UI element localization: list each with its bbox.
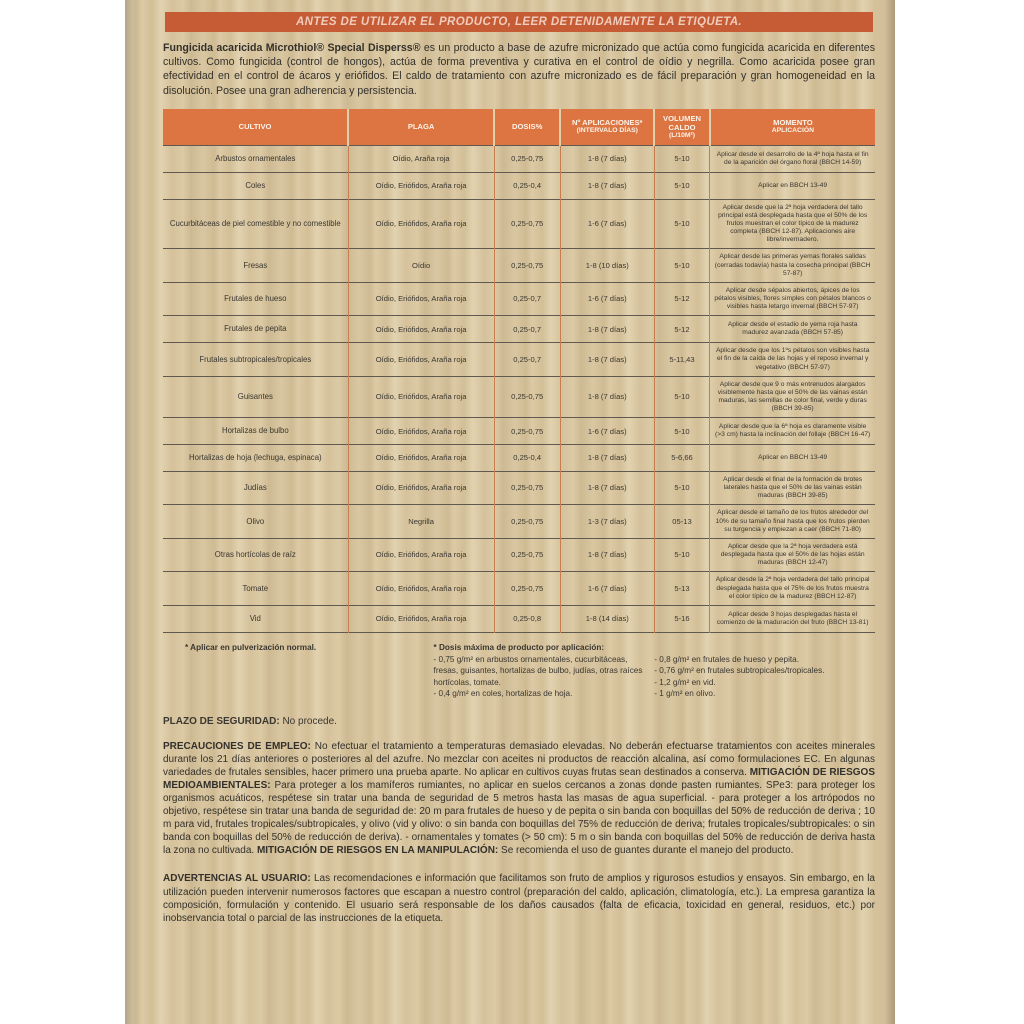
- cell-momento: Aplicar desde que 9 o más entrenudos alargados visiblemente hasta que el 50% de las vainas están maduras, las semillas de color final, verde y duras (BBCH 39-85): [710, 376, 875, 418]
- table-row: [163, 249, 875, 283]
- cell-momento: Aplicar desde el tamaño de los frutos alrededor del 10% de su tamaño final hasta que los frutos pierden su turgencia y empiezan a caer (BBCH 71-80): [710, 505, 875, 539]
- header-label: DOSIS%: [511, 122, 543, 132]
- crops-table-body: [163, 146, 875, 633]
- cell-aplicaciones: 1-8 (7 días): [560, 316, 654, 343]
- cell-volumen: 5-10: [654, 471, 710, 505]
- cell-cultivo: Frutales de hueso: [163, 282, 348, 316]
- cell-volumen: 5-10: [654, 199, 710, 249]
- cell-plaga: Oídio, Eriófidos, Araña roja: [348, 445, 494, 472]
- text-segment: No efectuar el tratamiento a temperaturas demasiado elevadas. No deberán efectuarse tratamientos con aceites minerales durante los 21 días anteriores o posteriores al del azufre. No mezclar con aceites ni productos de reacción alcalina, así como formulaciones EC. En algunas variedades de frutales sensibles, hacer primero una prueba aparte. No aplicar en cultivos cuyas frutas sean destinados a conserva.: [163, 740, 876, 778]
- footnote-item: - 0,75 g/m² en arbustos ornamentales, cucurbitáceas, fresas, guisantes, hortalizas de bulbo, judías, otras raíces hortícolas, tomate.: [433, 654, 643, 687]
- cell-momento: Aplicar desde el estadio de yema roja hasta madurez avanzada (BBCH 57-85): [710, 316, 875, 343]
- cell-plaga: Oídio: [348, 249, 494, 283]
- cell-cultivo: Fresas: [163, 249, 348, 283]
- advertencias-paragraph: [163, 872, 875, 925]
- plazo-seguridad: [163, 716, 875, 727]
- cell-volumen: 5-10: [654, 538, 710, 572]
- cell-plaga: Oídio, Eriófidos, Araña roja: [348, 572, 494, 606]
- cell-plaga: Oídio, Araña roja: [348, 146, 494, 173]
- cell-aplicaciones: 1-8 (10 días): [560, 249, 654, 283]
- cell-cultivo: Vid: [163, 605, 348, 632]
- header-sublabel: (L/10M²): [668, 131, 696, 139]
- cell-volumen: 5-16: [654, 605, 710, 632]
- footnotes: [163, 643, 875, 700]
- precauciones-paragraph: [163, 740, 875, 858]
- table-row: [163, 146, 875, 173]
- cell-aplicaciones: 1-8 (7 días): [560, 376, 654, 418]
- cell-volumen: 5-10: [654, 146, 710, 173]
- cell-plaga: Oídio, Eriófidos, Araña roja: [348, 172, 494, 199]
- cell-aplicaciones: 1-8 (14 días): [560, 605, 654, 632]
- table-row: [163, 572, 875, 606]
- table-row: [163, 505, 875, 539]
- footnote-columns: [434, 654, 875, 700]
- cell-dosis: 0,25-0,7: [494, 316, 560, 343]
- cell-plaga: Oídio, Eriófidos, Araña roja: [348, 605, 494, 632]
- cell-dosis: 0,25-0,8: [494, 605, 560, 632]
- cell-dosis: 0,25-0,75: [494, 146, 560, 173]
- cell-volumen: 5-10: [654, 172, 710, 199]
- cell-cultivo: Hortalizas de bulbo: [163, 418, 348, 445]
- text-segment: Fungicida acaricida Microthiol® Special Disperss®: [163, 42, 424, 54]
- header-cultivo: [163, 109, 348, 146]
- cell-cultivo: Arbustos ornamentales: [163, 146, 348, 173]
- header-label: PLAGA: [407, 122, 435, 132]
- text-segment: ADVERTENCIAS AL USUARIO:: [163, 873, 314, 885]
- header-dosis: [494, 109, 560, 146]
- cell-plaga: Oídio, Eriófidos, Araña roja: [348, 418, 494, 445]
- cell-momento: Aplicar desde que la 2ª hoja verdadera está desplegada hasta que el 50% de las hojas están maduras (BBCH 12-47): [710, 538, 875, 572]
- cell-dosis: 0,25-0,7: [494, 282, 560, 316]
- cell-volumen: 05-13: [654, 505, 710, 539]
- cell-aplicaciones: 1-6 (7 días): [560, 199, 654, 249]
- cell-volumen: 5-10: [654, 376, 710, 418]
- text-segment: Para proteger a los mamíferos rumiantes, no aplicar en suelos cercanos a zonas donde pasten rumiantes. SPe3: para proteger los organismos acuáticos, respétese sin tratar una banda de seguridad de 5 metros hasta las masas de agua superficial. - para proteger a los artrópodos no objetivo, respétese sin tratar una banda de seguridad de: 20 m para frutales de hueso y de pepita o sin banda con boquillas del 50% de reducción de deriva ; 10 m para vid, frutales tropicales/subtropicales, y olivo (vid y olivo: o sin banda con boquillas del 75% de reducción de deriva; frutales tropicales/subtropicales: o sin banda con boquillas del 50% de reducción de deriva). - ornamentales y tomates (> 50 cm): 5 m o sin banda con boquillas del 50% de reducción de deriva hasta la zona no cultivada.: [163, 779, 875, 857]
- header-row: [163, 109, 875, 146]
- cell-cultivo: Frutales de pepita: [163, 316, 348, 343]
- header-label: MOMENTO: [773, 118, 813, 128]
- cell-dosis: 0,25-0,75: [494, 199, 560, 249]
- cell-aplicaciones: 1-6 (7 días): [560, 572, 654, 606]
- footnote-application: * Aplicar en pulverización normal.: [185, 642, 317, 652]
- cell-plaga: Oídio, Eriófidos, Araña roja: [348, 343, 494, 377]
- cell-momento: Aplicar desde que los 1ºs pétalos son visibles hasta el fin de la caída de las hojas y el reposo invernal y vegetativo (BBCH 57-97): [710, 343, 875, 377]
- cell-cultivo: Coles: [163, 172, 348, 199]
- cell-volumen: 5-12: [654, 282, 710, 316]
- table-row: [163, 445, 875, 472]
- cell-dosis: 0,25-0,75: [494, 572, 560, 606]
- header-plaga: [348, 109, 494, 146]
- header-momento: [710, 109, 875, 146]
- cell-aplicaciones: 1-6 (7 días): [560, 282, 654, 316]
- cell-momento: Aplicar en BBCH 13-49: [710, 445, 875, 472]
- cell-dosis: 0,25-0,75: [494, 249, 560, 283]
- cell-volumen: 5-10: [654, 418, 710, 445]
- table-row: [163, 343, 875, 377]
- cell-volumen: 5-10: [654, 249, 710, 283]
- cell-plaga: Oídio, Eriófidos, Araña roja: [348, 376, 494, 418]
- cell-cultivo: Tomate: [163, 572, 348, 606]
- cell-momento: Aplicar desde las primeras yemas florales salidas (cerradas todavía) hasta la cosecha principal (BBCH 57-87): [710, 249, 875, 283]
- footnote-item: - 0,76 g/m² en frutales subtropicales/tropicales.: [654, 666, 825, 676]
- header-label: VOLUMEN CALDO: [663, 113, 701, 132]
- cell-cultivo: Guisantes: [163, 376, 348, 418]
- cell-momento: Aplicar desde que la 6ª hoja es claramente visible (>3 cm) hasta la inclinación del follaje (BBCH 16-47): [710, 418, 875, 445]
- cell-dosis: 0,25-0,75: [494, 471, 560, 505]
- cell-cultivo: Cucurbitáceas de piel comestible y no comestible: [163, 199, 348, 249]
- cell-dosis: 0,25-0,75: [494, 418, 560, 445]
- table-row: [163, 376, 875, 418]
- header-label: Nº APLICACIONES*: [572, 118, 643, 128]
- intro-paragraph: [163, 41, 875, 98]
- header-sublabel: APLICACIÓN: [771, 127, 815, 135]
- cell-cultivo: Frutales subtropicales/tropicales: [163, 343, 348, 377]
- cell-plaga: Negrilla: [348, 505, 494, 539]
- cell-aplicaciones: 1-8 (7 días): [560, 445, 654, 472]
- table-row: [163, 316, 875, 343]
- cell-plaga: Oídio, Eriófidos, Araña roja: [348, 471, 494, 505]
- table-row: [163, 538, 875, 572]
- cell-momento: Aplicar desde el final de la formación de brotes laterales hasta que el 50% de las vainas están maduras (BBCH 39-85): [710, 471, 875, 505]
- cell-plaga: Oídio, Eriófidos, Araña roja: [348, 316, 494, 343]
- footnote-column-2: [654, 654, 875, 700]
- table-row: [163, 199, 875, 249]
- cell-volumen: 5-12: [654, 316, 710, 343]
- cell-plaga: Oídio, Eriófidos, Araña roja: [348, 538, 494, 572]
- text-segment: PLAZO DE SEGURIDAD:: [163, 715, 283, 727]
- cell-plaga: Oídio, Eriófidos, Araña roja: [348, 199, 494, 249]
- cell-momento: Aplicar en BBCH 13-49: [710, 172, 875, 199]
- cell-aplicaciones: 1-8 (7 días): [560, 538, 654, 572]
- label-content: [125, 0, 895, 926]
- cell-momento: Aplicar desde sépalos abiertos, ápices de los pétalos visibles, flores simples con pétalos blancos o visibles hasta letargo invernal (BBCH 57-97): [710, 282, 875, 316]
- cell-cultivo: Otras hortícolas de raíz: [163, 538, 348, 572]
- footnote-max-dose: [434, 643, 875, 700]
- header-aplicaciones: [560, 109, 654, 146]
- cell-volumen: 5-6,66: [654, 445, 710, 472]
- crops-table: [163, 109, 875, 633]
- cell-cultivo: Olivo: [163, 505, 348, 539]
- footnote-item: - 0,8 g/m² en frutales de hueso y pepita.: [654, 654, 799, 664]
- cell-momento: Aplicar desde que la 2ª hoja verdadera del tallo principal está desplegada hasta que el 50% de los frutos muestran el color típico de la madurez completa (BBCH 12-87). Aplicaciones aire libre/invernadero.: [710, 199, 875, 249]
- cell-cultivo: Judías: [163, 471, 348, 505]
- crops-table-header: [163, 109, 875, 146]
- cell-aplicaciones: 1-6 (7 días): [560, 418, 654, 445]
- cell-aplicaciones: 1-8 (7 días): [560, 146, 654, 173]
- cell-dosis: 0,25-0,75: [494, 538, 560, 572]
- table-row: [163, 172, 875, 199]
- text-segment: No procede.: [282, 715, 337, 727]
- footnote-item: - 1,2 g/m² en vid.: [654, 677, 716, 687]
- cell-dosis: 0,25-0,75: [494, 505, 560, 539]
- cell-aplicaciones: 1-8 (7 días): [560, 172, 654, 199]
- header-label: CULTIVO: [238, 122, 272, 132]
- cell-dosis: 0,25-0,4: [494, 172, 560, 199]
- header-volumen: [654, 109, 710, 146]
- text-segment: MITIGACIÓN DE RIESGOS EN LA MANIPULACIÓN:: [256, 845, 502, 857]
- footnote-item: - 0,4 g/m² en coles, hortalizas de hoja.: [433, 689, 573, 699]
- table-row: [163, 471, 875, 505]
- cell-dosis: 0,25-0,4: [494, 445, 560, 472]
- cell-momento: Aplicar desde la 2ª hoja verdadera del tallo principal desplegada hasta que el 75% de los frutos muestra el color típico de la madurez (BBCH 12-87): [710, 572, 875, 606]
- table-row: [163, 605, 875, 632]
- footnote-max-dose-title: * Dosis máxima de producto por aplicación:: [433, 642, 605, 652]
- text-segment: MITIGACIÓN DE RIESGOS MEDIOAMBIENTALES:: [163, 766, 875, 791]
- warning-banner: ANTES DE UTILIZAR EL PRODUCTO, LEER DETENIDAMENTE LA ETIQUETA.: [165, 12, 873, 32]
- cell-momento: Aplicar desde el desarrollo de la 4ª hoja hasta el fin de la aparición del órgano floral (BBCH 14-59): [710, 146, 875, 173]
- footnote-column-1: [434, 654, 655, 700]
- cell-aplicaciones: 1-8 (7 días): [560, 343, 654, 377]
- table-row: [163, 418, 875, 445]
- cell-dosis: 0,25-0,7: [494, 343, 560, 377]
- cell-aplicaciones: 1-3 (7 días): [560, 505, 654, 539]
- text-segment: Se recomienda el uso de guantes durante el manejo del producto.: [501, 845, 794, 857]
- header-sublabel: (INTERVALO DÍAS): [576, 127, 638, 135]
- cell-dosis: 0,25-0,75: [494, 376, 560, 418]
- cell-volumen: 5-11,43: [654, 343, 710, 377]
- cell-volumen: 5-13: [654, 572, 710, 606]
- text-segment: PRECAUCIONES DE EMPLEO:: [163, 740, 315, 752]
- cell-cultivo: Hortalizas de hoja (lechuga, espinaca): [163, 445, 348, 472]
- footnote-item: - 1 g/m² en olivo.: [654, 689, 716, 699]
- text-segment: es un producto a base de azufre micronizado que actúa como fungicida acaricida en diferentes cultivos. Como fungicida (control de hongos), actúa de forma preventiva y curativa en el control de oídio y negrilla. Como acaricida posee gran efectividad en el control de ácaros y eriófidos. El caldo de tratamiento con azufre micronizado es de fácil preparación y gran homogeneidad en la disolución. Posee una gran adherencia y persistencia.: [163, 42, 875, 97]
- table-row: [163, 282, 875, 316]
- label-photo: [125, 0, 895, 1024]
- cell-plaga: Oídio, Eriófidos, Araña roja: [348, 282, 494, 316]
- text-segment: Las recomendaciones e información que facilitamos son fruto de amplios y rigurosos estudios y ensayos. Sin embargo, en la utilización pueden intervenir numerosos factores que escapan a nuestro control (preparación del caldo, aplicación, climatología, etc.). La empresa garantiza la composición, formulación y contenido. El usuario será responsable de los daños causados (falta de eficacia, toxicidad en general, residuos, etc.) por inobservancia total o parcial de las instrucciones de la etiqueta.: [163, 873, 875, 925]
- cell-momento: Aplicar desde 3 hojas desplegadas hasta el comienzo de la maduración del fruto (BBCH 13-81): [710, 605, 875, 632]
- cell-aplicaciones: 1-8 (7 días): [560, 471, 654, 505]
